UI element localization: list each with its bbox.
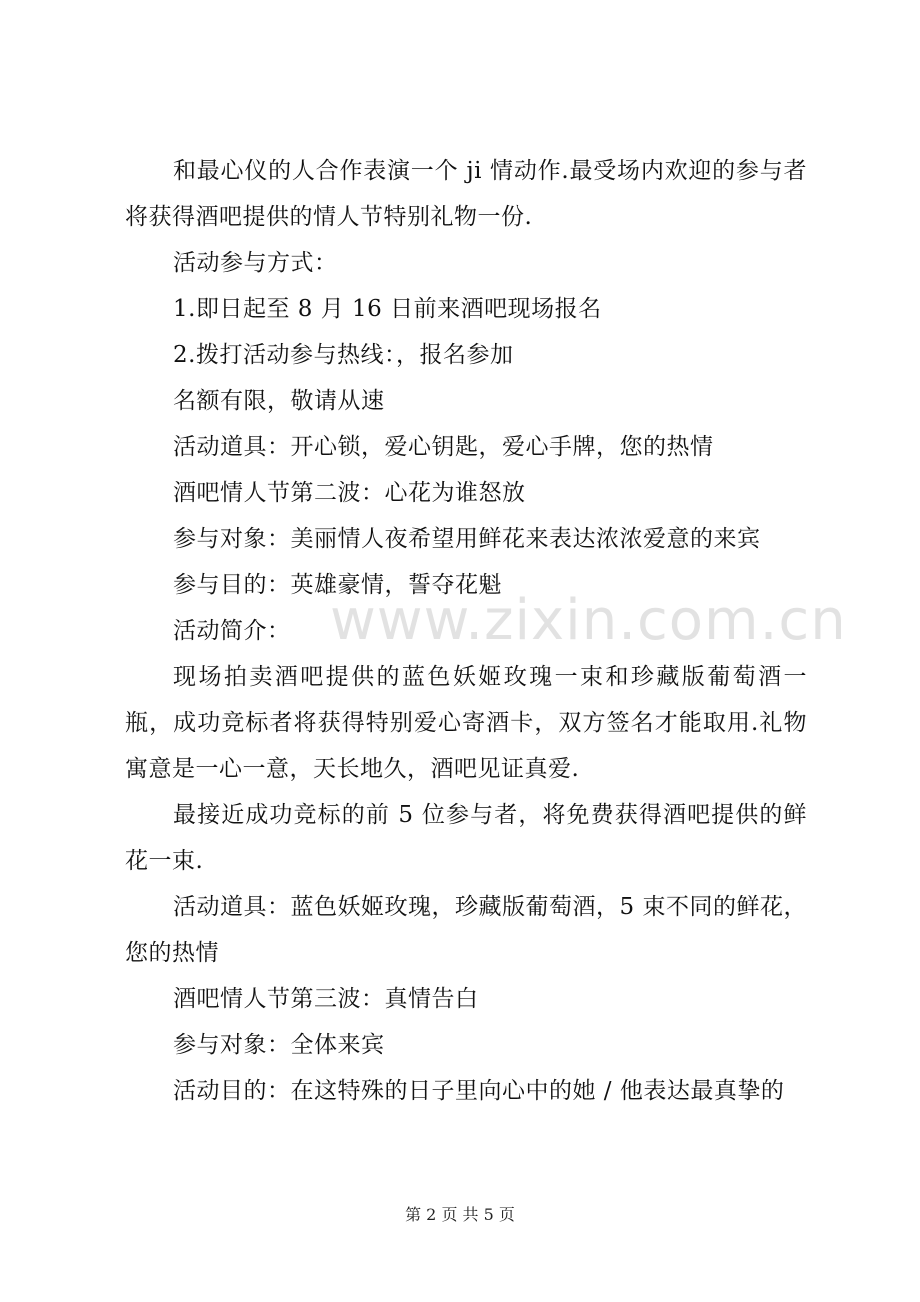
- body-paragraph: 活动目的：在这特殊的日子里向心中的她 / 他表达最真挚的: [173, 1078, 785, 1104]
- body-paragraph: 活动道具：蓝色妖姬玫瑰，珍藏版葡萄酒，5 束不同的鲜花，您的热情: [125, 894, 807, 966]
- body-paragraph: 最接近成功竞标的前 5 位参与者，将免费获得酒吧提供的鲜花一束.: [125, 802, 807, 874]
- body-paragraph: 活动简介：: [173, 618, 291, 644]
- body-paragraph: 1.即日起至 8 月 16 日前来酒吧现场报名: [173, 296, 602, 322]
- body-paragraph: 参与目的：英雄豪情，誓夺花魁: [173, 572, 502, 598]
- body-paragraph: 活动参与方式：: [173, 250, 338, 276]
- body-paragraph: 和最心仪的人合作表演一个 ji 情动作.最受场内欢迎的参与者将获得酒吧提供的情人节特别礼物一份.: [125, 158, 807, 230]
- body-paragraph: 2.拨打活动参与热线：，报名参加: [173, 342, 514, 368]
- body-paragraph: 名额有限，敬请从速: [173, 388, 385, 414]
- watermark: www.zixin.com.cn: [330, 588, 847, 653]
- body-paragraph: 酒吧情人节第三波：真情告白: [173, 986, 479, 1012]
- body-paragraph: 活动道具：开心锁，爱心钥匙，爱心手牌，您的热情: [173, 434, 714, 460]
- body-paragraph: 参与对象：全体来宾: [173, 1032, 385, 1058]
- body-paragraph: 酒吧情人节第二波：心花为谁怒放: [173, 480, 526, 506]
- body-paragraph: 现场拍卖酒吧提供的蓝色妖姬玫瑰一束和珍藏版葡萄酒一瓶，成功竞标者将获得特别爱心寄酒卡，双方签名才能取用.礼物寓意是一心一意，天长地久，酒吧见证真爱.: [125, 664, 807, 782]
- page-number-footer: 第 2 页 共 5 页: [405, 1205, 515, 1224]
- body-paragraph: 参与对象：美丽情人夜希望用鲜花来表达浓浓爱意的来宾: [173, 526, 761, 552]
